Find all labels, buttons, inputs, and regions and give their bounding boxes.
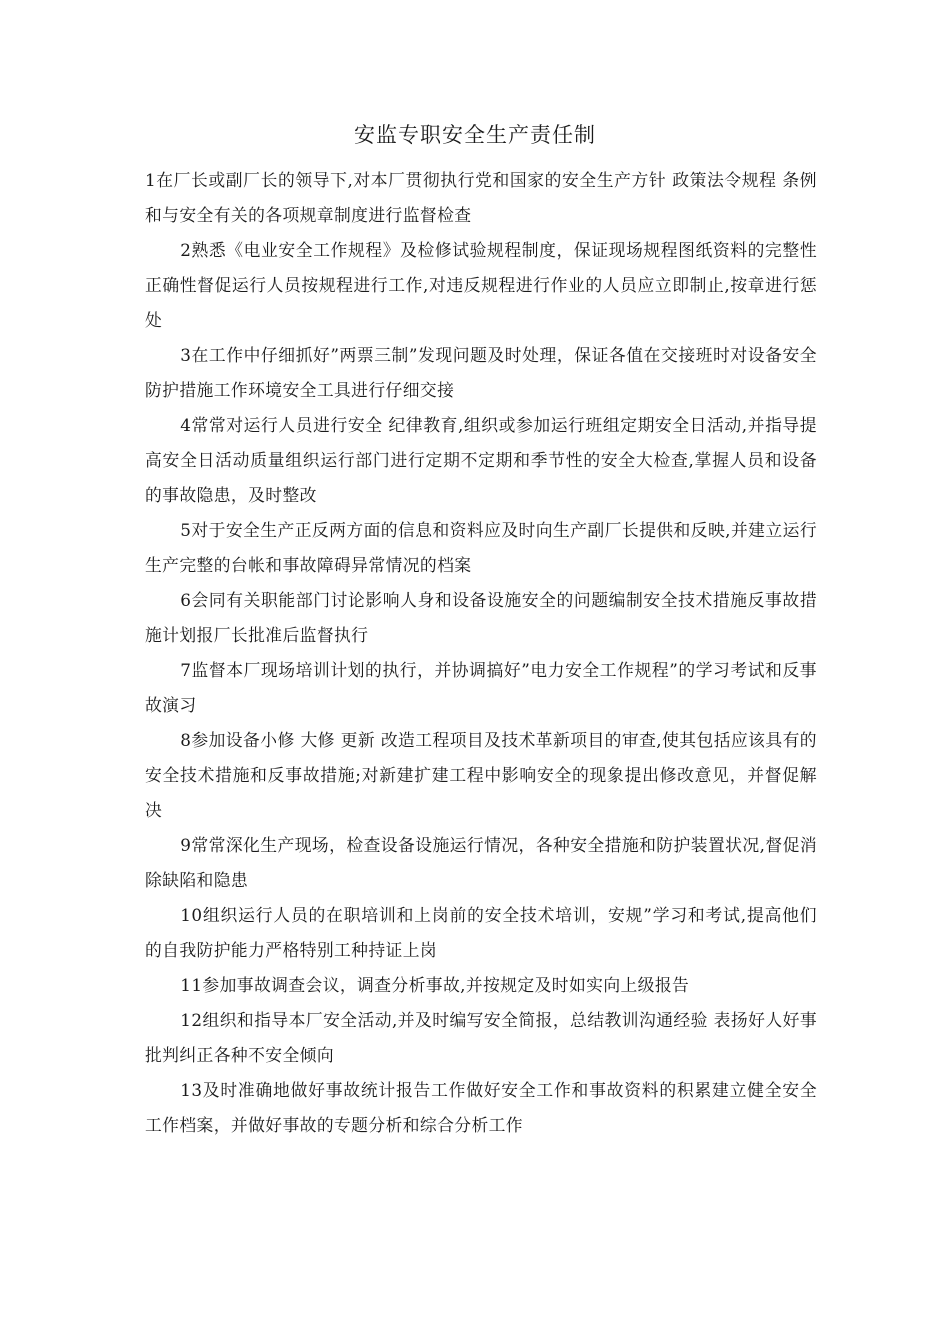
clause-1: 1在厂长或副厂长的领导下,对本厂贯彻执行党和国家的安全生产方针 政策法令规程 条例和与安全有关的各项规章制度进行监督检查 <box>145 170 817 225</box>
clause-13: 13及时准确地做好事故统计报告工作做好安全工作和事故资料的积累建立健全安全工作档案，并做好事故的专题分析和综合分析工作 <box>145 1080 817 1135</box>
clause-8: 8参加设备小修 大修 更新 改造工程项目及技术革新项目的审查,使其包括应该具有的安全技术措施和反事故措施;对新建扩建工程中影响安全的现象提出修改意见，并督促解决 <box>145 730 817 820</box>
document-title: 安监专职安全生产责任制 <box>354 123 596 147</box>
clause-11: 11参加事故调查会议，调查分析事故,并按规定及时如实向上级报告 <box>180 975 690 995</box>
clause-10: 10组织运行人员的在职培训和上岗前的安全技术培训，安规”学习和考试,提高他们的自我防护能力严格特别工种持证上岗 <box>145 905 817 960</box>
document-body <box>145 163 817 1143</box>
clause-9: 9常常深化生产现场，检查设备设施运行情况，各种安全措施和防护装置状况,督促消除缺陷和隐患 <box>145 835 817 890</box>
clause-6: 6会同有关职能部门讨论影响人身和设备设施安全的问题编制安全技术措施反事故措施计划报厂长批准后监督执行 <box>145 590 817 645</box>
clause-3: 3在工作中仔细抓好”两票三制”发现问题及时处理，保证各值在交接班时对设备安全防护措施工作环境安全工具进行仔细交接 <box>145 345 817 400</box>
clause-12: 12组织和指导本厂安全活动,并及时编写安全简报，总结教训沟通经验 表扬好人好事 批判纠正各种不安全倾向 <box>145 1010 817 1065</box>
clause-4: 4常常对运行人员进行安全 纪律教育,组织或参加运行班组定期安全日活动,并指导提高安全日活动质量组织运行部门进行定期不定期和季节性的安全大检查,掌握人员和设备的事故隐患，及时整改 <box>145 415 817 505</box>
clause-5: 5对于安全生产正反两方面的信息和资料应及时向生产副厂长提供和反映,并建立运行生产完整的台帐和事故障碍异常情况的档案 <box>145 520 817 575</box>
clause-2: 2熟悉《电业安全工作规程》及检修试验规程制度，保证现场规程图纸资料的完整性正确性督促运行人员按规程进行工作,对违反规程进行作业的人员应立即制止,按章进行惩处 <box>145 240 817 330</box>
clause-7: 7监督本厂现场培训计划的执行，并协调搞好”电力安全工作规程”的学习考试和反事故演习 <box>145 660 817 715</box>
